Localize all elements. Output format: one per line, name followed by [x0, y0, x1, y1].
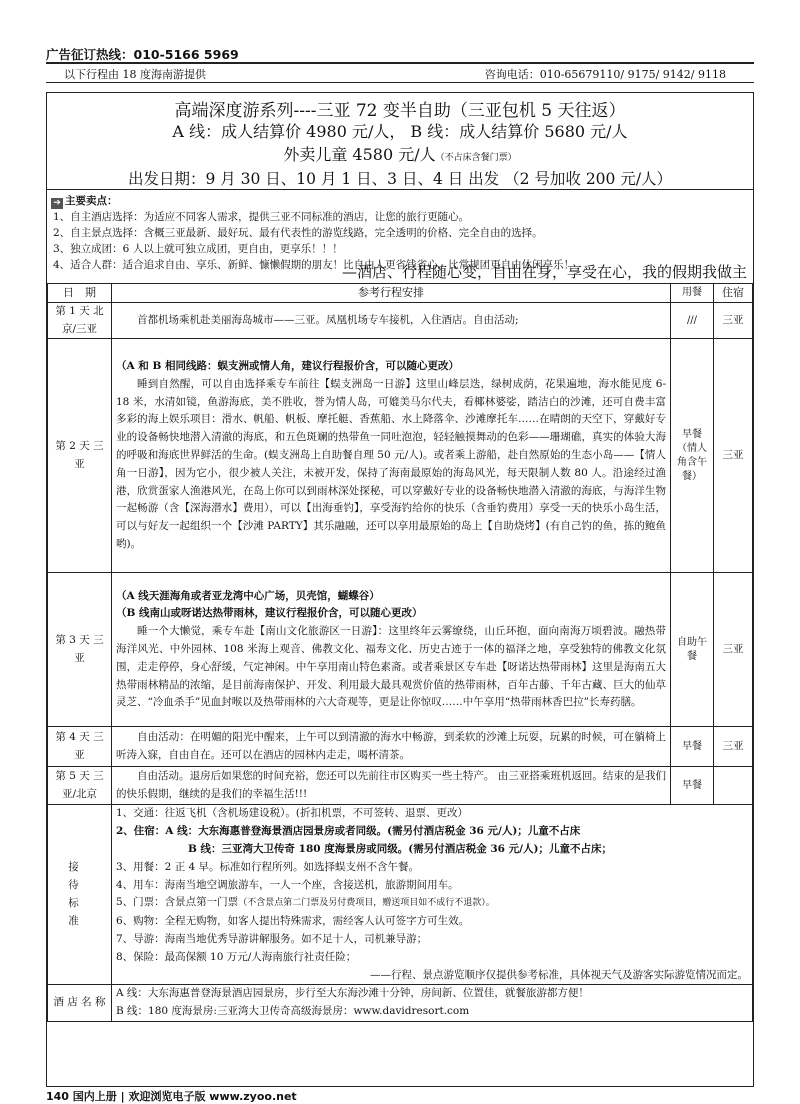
day-desc: 睡一个大懒觉，乘专车赴【南山文化旅游区一日游】：这里终年云雾缭绕，山丘环抱，面向南海万顷碧波。融热带海洋风光、中外园林、108 米海上观音、佛教文化、福寿文化、历史古迹于一体的福泽之地，享受独特的佛教文化氛围，走走停停，身心舒缓，气定神闲。中午享用南山特色素斋。或者乘景区专车赴【呀诺达热带雨林】这里是海南五大热带雨林精品的浓缩，是目前海南保护、开发、利用最大最具观赏价值的热带雨林，百年古藤、千年古藏、巨大的仙草灵芝、“冷血杀手”见血封喉以及热带雨林的六大奇观等，更是让你惊叹……中午享用“热带雨林香巴拉”长寿药膳。 — [116, 625, 666, 709]
day-meal: /// — [671, 302, 714, 339]
table-header-row — [48, 284, 753, 303]
day-desc: 自由活动：在明媚的阳光中醒来，上午可以到清澈的海水中畅游，到柔软的沙滩上玩耍，玩累的时候，可在躺椅上听涛入寐，自由自在。还可以在酒店的园林内走走，喝杯清茶。 — [112, 727, 671, 767]
itinerary-table — [47, 283, 753, 1022]
selling-points-heading — [47, 193, 753, 209]
feature-item: 3、独立成团：6 人以上就可独立成团，更自由，更享乐！！！ — [53, 243, 343, 255]
arrow-icon: ➔ — [51, 198, 63, 209]
day-stay — [714, 767, 753, 805]
standard-text: 5、门票：含景点第一门票 — [116, 896, 239, 909]
day-subtitle: （A 和 B 相同线路：蜈支洲或情人角，建议行程报价含，可以随心更改） — [116, 360, 459, 372]
col-meal: 用餐 — [671, 284, 714, 303]
day-desc: 自由活动。退房后如果您的时间充裕，您还可以先前往市区购买一些土特产。 由三亚搭乘班机返回。结束的是我们的快乐假期，继续的是我们的幸福生活!!! — [112, 767, 671, 805]
heading-text: 主要卖点： — [65, 195, 118, 207]
day-stay: 三亚 — [714, 339, 753, 573]
tour-box — [46, 92, 754, 1087]
col-stay: 住宿 — [714, 284, 753, 303]
page-footer: 140 国内上册 | 欢迎浏览电子版 www.zyoo.net — [46, 1090, 297, 1103]
table-row — [48, 805, 753, 985]
child-price-line — [47, 142, 753, 165]
table-row — [48, 985, 753, 1022]
day-desc: 首都机场乘机赴美丽海岛城市——三亚。凤凰机场专车接机，入住酒店。自由活动; — [112, 302, 671, 339]
standards-label: 接 待 标 准 — [48, 805, 112, 985]
standard-line: 6、购物：全程无购物，如客人提出特殊需求，需经客人认可签字方可生效。 — [116, 915, 470, 928]
price-line: A 线：成人结算价 4980 元/人， B 线：成人结算价 5680 元/人 — [172, 122, 628, 141]
departure-dates: 出发日期：9 月 30 日、10 月 1 日、3 日、4 日 出发 （2 号加收 200 元/人） — [47, 167, 753, 190]
child-price: 外卖儿童 4580 元/人 — [283, 145, 436, 164]
feature-item: 1、自主酒店选择：为适应不同客人需求，提供三亚不同标准的酒店，让您的旅行更随心。 — [53, 211, 470, 223]
provider-bar — [46, 62, 754, 83]
consult-phone: 咨询电话：010-65679110/ 9175/ 9142/ 9118 — [484, 68, 726, 81]
day-label: 第 1 天 北京/三亚 — [48, 302, 112, 339]
day-meal: 自助午餐 — [671, 573, 714, 727]
hotel-line-b: B 线：180 度海景房:三亚湾大卫传奇高级海景房：www.davidresort.com — [116, 1005, 470, 1018]
table-row — [48, 727, 753, 767]
provider-text: 以下行程由 18 度海南游提供 — [64, 68, 206, 81]
day-stay: 三亚 — [714, 727, 753, 767]
standard-line: B 线：三亚湾大卫传奇 180 度海景房或同级。(需另付酒店税金 36 元/人)；儿童不占床； — [188, 842, 612, 855]
day-stay: 三亚 — [714, 573, 753, 727]
col-date: 日 期 — [48, 284, 112, 303]
table-row — [48, 767, 753, 805]
standard-line: 3、用餐：2 正 4 早。标准如行程所列。如选择蜈支州不含午餐。 — [116, 860, 420, 873]
day-desc-cell — [112, 339, 671, 573]
standard-line: 1、交通：往返飞机（含机场建设税）。(折扣机票，不可签转、退票、更改） — [116, 807, 469, 820]
day-meal: 早餐（情人角含午餐） — [671, 339, 714, 573]
day-subtitle: （A 线天涯海角或者亚龙湾中心广场，贝壳馆，蝴蝶谷） — [116, 589, 380, 602]
standard-line: 7、导游：海南当地优秀导游讲解服务。如不足十人，司机兼导游； — [116, 932, 428, 945]
day-label: 第 3 天 三亚 — [48, 573, 112, 727]
table-row — [48, 339, 753, 573]
standard-line: 8、保险：最高保额 10 万元/人海南旅行社责任险； — [116, 950, 357, 963]
table-row — [48, 302, 753, 339]
ad-hotline: 广告征订热线：010-5166 5969 — [46, 47, 239, 62]
tour-title: 高端深度游系列----三亚 72 变半自助（三亚包机 5 天往返） — [174, 101, 626, 121]
feature-item: 2、自主景点选择：含概三亚最新、最好玩、最有代表性的游览线路，完全透明的价格、完全自由的选择。 — [53, 227, 543, 239]
child-price-note: （不占床含餐门票） — [435, 153, 517, 163]
day-label: 第 5 天 三亚/北京 — [48, 767, 112, 805]
day-stay: 三亚 — [714, 302, 753, 339]
day-meal: 早餐 — [671, 727, 714, 767]
standard-line: 4、用车：海南当地空调旅游车，一人一个座，含接送机，旅游期间用车。 — [116, 878, 459, 891]
standard-note: （不含景点第二门票及另付费项目，赠送项目如不成行不退款）。 — [238, 898, 495, 909]
hotel-cell — [112, 985, 753, 1022]
standards-cell — [112, 805, 753, 985]
hotel-label: 酒 店 名 称 — [48, 985, 112, 1022]
feature-item: 4、适合人群：适合追求自由、享乐、新鲜、慷懒假期的朋友！比自由人更省钱省心，比常规团更自由休闲享乐！ — [53, 259, 575, 271]
hotel-line-a: A 线：大东海惠普登海景酒店园景房，步行至大东海沙滩十分钟，房间新、位置佳，就餐旅游都方便！ — [116, 987, 589, 1000]
day-desc-cell — [112, 573, 671, 727]
standard-line: ——行程、景点游览顺序仅提供参考标准，具体视天气及游客实际游览情况而定。 — [370, 968, 748, 981]
standard-line: 2、住宿：A 线：大东海惠普登海景酒店园景房或者同级。(需另付酒店税金 36 元/人)；儿童不占床 — [116, 825, 581, 838]
day-meal: 早餐 — [671, 767, 714, 805]
day-desc: 睡到自然醒，可以自由选择乘专车前往【蜈支洲岛一日游】这里山峰层迭，绿树成荫，花果遍地，海水能见度 6-18 米，水清如镜，鱼游海底，美不胜收，誉为情人岛，可媲美马尔代夫，看椰林婆娑，踏洁白的沙滩，还可自费丰富多彩的海上娱乐项目：滑水、帆船、帆板、摩托艇、香蕉船、水上降落伞、沙滩摩托车……在晴朗的天空下，穿戴好专业的设备畅快地潜入清澈的海底，和五色斑斓的热带鱼一同吐泡泡，轻轻触摸舞动的色彩——珊瑚礁，真实的体验大海的呼吸和海底世界鲜活的生命。(蜈支洲岛上自助餐自理 50 元/人)。或者乘上游船，赴自然原始的生态小岛——【情人角一日游】，因为它小，很少被人关注，未被开发，保持了海南最原始的海岛风光，每天限制人数 80 人。沿途经过渔港，欣赏蛋家人渔港风光，在岛上你可以到雨林深处探秘，可以穿戴好专业的设备畅快地潜入清澈的海底，与海洋生物一起畅游（含【深海潜水】费用），可以【出海垂钓】，享受海钓给你的快乐（含垂钓费用）享受一天的快乐小岛生活，可以与好友一起组织一个【沙滩 PARTY】其乐融融，还可以享用最原始的岛上【自助烧烤】(有自己钓的鱼，拣的鲍鱼哟)。 — [116, 377, 666, 550]
standard-line — [116, 894, 748, 913]
day-label: 第 2 天 三亚 — [48, 339, 112, 573]
table-row — [48, 573, 753, 727]
day-label: 第 4 天 三亚 — [48, 727, 112, 767]
col-itinerary: 参考行程安排 — [112, 284, 671, 303]
day-subtitle: （B 线南山或呀诺达热带雨林，建议行程报价含，可以随心更改） — [116, 607, 423, 620]
slogan: —酒店、行程随心变，自由在身，享受在心，我的假期我做主 — [341, 263, 747, 281]
